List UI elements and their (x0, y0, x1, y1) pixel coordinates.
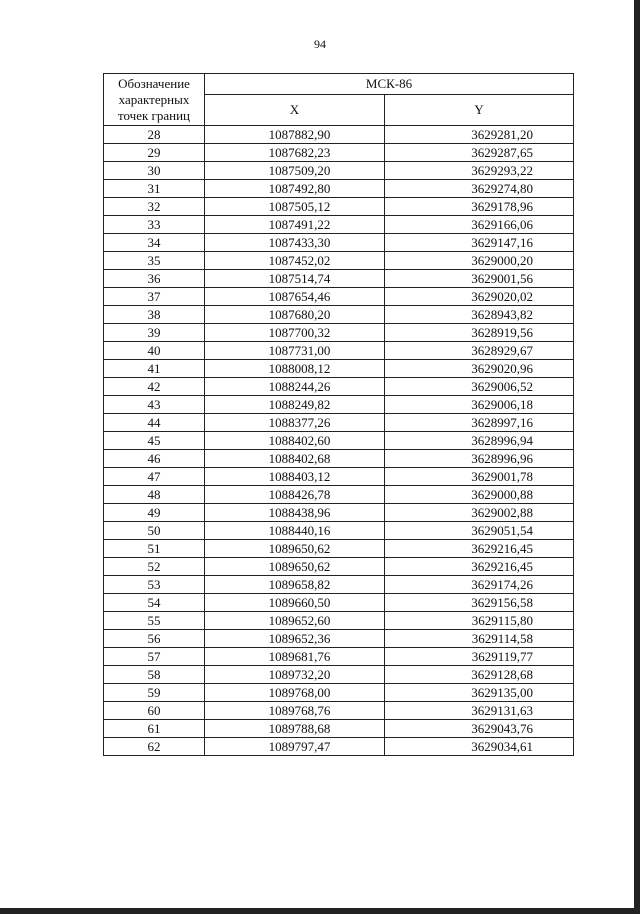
point-number: 55 (104, 612, 205, 630)
point-number: 34 (104, 234, 205, 252)
table-row (104, 216, 574, 234)
table-row (104, 234, 574, 252)
point-number: 50 (104, 522, 205, 540)
x-coordinate: 1088244,26 (205, 378, 385, 396)
y-coordinate: 3629287,65 (385, 144, 574, 162)
y-coordinate: 3629131,63 (385, 702, 574, 720)
x-coordinate: 1088440,16 (205, 522, 385, 540)
table-row (104, 558, 574, 576)
table-row (104, 648, 574, 666)
y-coordinate: 3629114,58 (385, 630, 574, 648)
point-number: 30 (104, 162, 205, 180)
table-row (104, 306, 574, 324)
table-row (104, 252, 574, 270)
x-coordinate: 1088402,68 (205, 450, 385, 468)
y-coordinate: 3629128,68 (385, 666, 574, 684)
table-row (104, 396, 574, 414)
point-number: 31 (104, 180, 205, 198)
x-coordinate: 1087514,74 (205, 270, 385, 288)
y-coordinate: 3628943,82 (385, 306, 574, 324)
table-row (104, 432, 574, 450)
table-row (104, 342, 574, 360)
page-number: 94 (314, 37, 326, 51)
table-row (104, 144, 574, 162)
point-number: 58 (104, 666, 205, 684)
x-coordinate: 1089650,62 (205, 558, 385, 576)
y-coordinate: 3629293,22 (385, 162, 574, 180)
y-coordinate: 3629174,26 (385, 576, 574, 594)
table-row (104, 324, 574, 342)
x-coordinate: 1089658,82 (205, 576, 385, 594)
point-number: 45 (104, 432, 205, 450)
x-coordinate: 1087680,20 (205, 306, 385, 324)
point-number: 59 (104, 684, 205, 702)
table-row (104, 576, 574, 594)
point-number: 41 (104, 360, 205, 378)
table-row (104, 684, 574, 702)
point-number: 43 (104, 396, 205, 414)
table-row (104, 162, 574, 180)
header-y: Y (385, 95, 574, 126)
x-coordinate: 1088403,12 (205, 468, 385, 486)
y-coordinate: 3629043,76 (385, 720, 574, 738)
x-coordinate: 1087491,22 (205, 216, 385, 234)
table-row (104, 414, 574, 432)
table-body (104, 126, 574, 756)
y-coordinate: 3629216,45 (385, 558, 574, 576)
y-coordinate: 3629147,16 (385, 234, 574, 252)
y-coordinate: 3629001,56 (385, 270, 574, 288)
x-coordinate: 1087509,20 (205, 162, 385, 180)
point-number: 38 (104, 306, 205, 324)
table-row (104, 468, 574, 486)
y-coordinate: 3628919,56 (385, 324, 574, 342)
point-number: 49 (104, 504, 205, 522)
table-row (104, 378, 574, 396)
point-number: 42 (104, 378, 205, 396)
y-coordinate: 3629274,80 (385, 180, 574, 198)
header-coordinate-system: МСК-86 (205, 74, 574, 95)
point-number: 36 (104, 270, 205, 288)
x-coordinate: 1088377,26 (205, 414, 385, 432)
point-number: 62 (104, 738, 205, 756)
point-number: 28 (104, 126, 205, 144)
x-coordinate: 1087731,00 (205, 342, 385, 360)
table-row (104, 666, 574, 684)
table-row (104, 612, 574, 630)
y-coordinate: 3629115,80 (385, 612, 574, 630)
x-coordinate: 1088402,60 (205, 432, 385, 450)
x-coordinate: 1087492,80 (205, 180, 385, 198)
x-coordinate: 1087433,30 (205, 234, 385, 252)
table-row (104, 720, 574, 738)
point-number: 57 (104, 648, 205, 666)
x-coordinate: 1089652,60 (205, 612, 385, 630)
y-coordinate: 3628996,96 (385, 450, 574, 468)
y-coordinate: 3629006,18 (385, 396, 574, 414)
y-coordinate: 3629034,61 (385, 738, 574, 756)
point-number: 56 (104, 630, 205, 648)
x-coordinate: 1087882,90 (205, 126, 385, 144)
point-number: 61 (104, 720, 205, 738)
table-row (104, 702, 574, 720)
x-coordinate: 1089681,76 (205, 648, 385, 666)
x-coordinate: 1087654,46 (205, 288, 385, 306)
y-coordinate: 3629281,20 (385, 126, 574, 144)
coordinates-table (103, 73, 574, 756)
point-number: 51 (104, 540, 205, 558)
table-row (104, 126, 574, 144)
y-coordinate: 3629178,96 (385, 198, 574, 216)
y-coordinate: 3629051,54 (385, 522, 574, 540)
header-x: X (205, 95, 385, 126)
x-coordinate: 1089660,50 (205, 594, 385, 612)
point-number: 32 (104, 198, 205, 216)
table-row (104, 270, 574, 288)
y-coordinate: 3629216,45 (385, 540, 574, 558)
y-coordinate: 3629000,88 (385, 486, 574, 504)
x-coordinate: 1087452,02 (205, 252, 385, 270)
x-coordinate: 1088249,82 (205, 396, 385, 414)
point-number: 40 (104, 342, 205, 360)
x-coordinate: 1089652,36 (205, 630, 385, 648)
y-coordinate: 3629000,20 (385, 252, 574, 270)
y-coordinate: 3628996,94 (385, 432, 574, 450)
point-number: 47 (104, 468, 205, 486)
point-number: 44 (104, 414, 205, 432)
table-row (104, 738, 574, 756)
y-coordinate: 3629119,77 (385, 648, 574, 666)
table-row (104, 288, 574, 306)
table-row (104, 522, 574, 540)
point-number: 37 (104, 288, 205, 306)
x-coordinate: 1089650,62 (205, 540, 385, 558)
table-row (104, 486, 574, 504)
point-number: 29 (104, 144, 205, 162)
table-row (104, 540, 574, 558)
table-row (104, 198, 574, 216)
y-coordinate: 3629135,00 (385, 684, 574, 702)
x-coordinate: 1089768,76 (205, 702, 385, 720)
x-coordinate: 1087700,32 (205, 324, 385, 342)
point-number: 60 (104, 702, 205, 720)
point-number: 35 (104, 252, 205, 270)
table-row (104, 630, 574, 648)
point-number: 53 (104, 576, 205, 594)
y-coordinate: 3629001,78 (385, 468, 574, 486)
point-number: 52 (104, 558, 205, 576)
table-row (104, 450, 574, 468)
point-number: 46 (104, 450, 205, 468)
x-coordinate: 1089768,00 (205, 684, 385, 702)
y-coordinate: 3629002,88 (385, 504, 574, 522)
point-number: 33 (104, 216, 205, 234)
x-coordinate: 1089788,68 (205, 720, 385, 738)
point-number: 54 (104, 594, 205, 612)
y-coordinate: 3628997,16 (385, 414, 574, 432)
x-coordinate: 1087505,12 (205, 198, 385, 216)
x-coordinate: 1089797,47 (205, 738, 385, 756)
y-coordinate: 3628929,67 (385, 342, 574, 360)
y-coordinate: 3629020,96 (385, 360, 574, 378)
table-row (104, 504, 574, 522)
x-coordinate: 1088008,12 (205, 360, 385, 378)
x-coordinate: 1087682,23 (205, 144, 385, 162)
x-coordinate: 1089732,20 (205, 666, 385, 684)
y-coordinate: 3629156,58 (385, 594, 574, 612)
y-coordinate: 3629020,02 (385, 288, 574, 306)
point-number: 39 (104, 324, 205, 342)
x-coordinate: 1088426,78 (205, 486, 385, 504)
header-point-designation: Обозначение характерных точек границ (104, 74, 205, 126)
table-row (104, 180, 574, 198)
table-row (104, 594, 574, 612)
x-coordinate: 1088438,96 (205, 504, 385, 522)
y-coordinate: 3629006,52 (385, 378, 574, 396)
point-number: 48 (104, 486, 205, 504)
table-row (104, 360, 574, 378)
y-coordinate: 3629166,06 (385, 216, 574, 234)
